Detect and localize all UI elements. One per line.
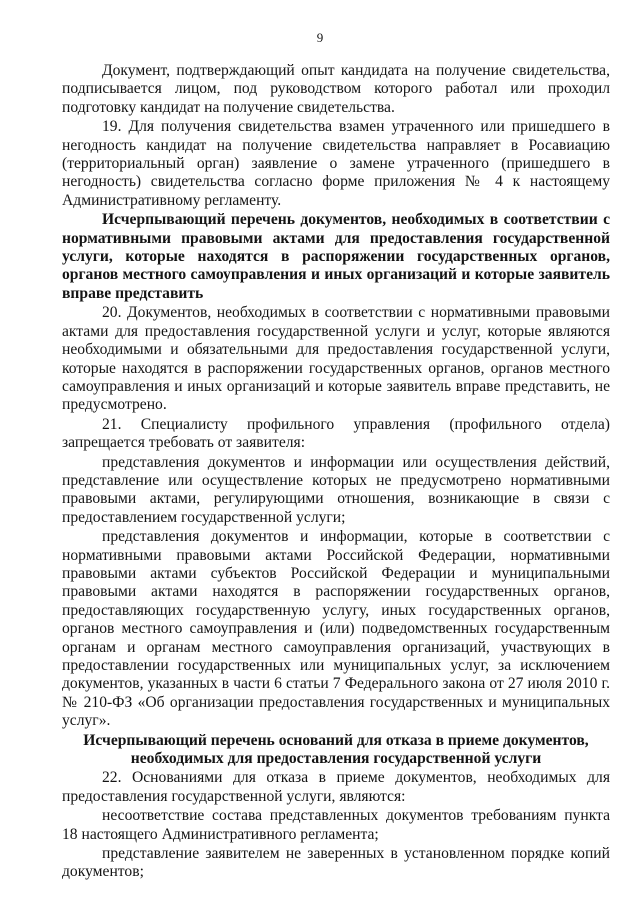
document-body xyxy=(62,62,610,883)
paragraph-21-item-2: представления документов и информации, которые в соответствии с нормативными правовыми актами Российской Федерации, нормативными правовыми актами субъектов Российской Федерации и муниципальными правовыми актами находятся в распоряжении государственных органов, предоставляющих государственную услугу, иных государственных органов, органов местного самоуправления и (или) подведомственных государственным органам и органам местного самоуправления организаций, участвующих в предоставлении государственных или муниципальных услуг, за исключением документов, указанных в части 6 статьи 7 Федерального закона от 27 июля 2010 г. № 210-ФЗ «Об организации предоставления государственных и муниципальных услуг». xyxy=(62,528,610,730)
heading-refusal-grounds: Исчерпывающий перечень оснований для отказа в приеме документов, необходимых для предоставления государственной услуги xyxy=(83,731,589,768)
paragraph-22-item-1: несоответствие состава представленных документов требованиям пункта 18 настоящего Административного регламента; xyxy=(62,807,610,843)
paragraph-20: 20. Документов, необходимых в соответствии с нормативными правовыми актами для предоставления государственной услуги и услуг, которые являются необходимыми и обязательными для предоставления государственной услуги, которые находятся в распоряжении государственных органов, органов местного самоуправления и иных организаций и которые заявитель вправе представить, не предусмотрено. xyxy=(62,304,610,414)
page-number: 9 xyxy=(316,30,324,45)
paragraph-21-item-1: представления документов и информации или осуществления действий, представление или осуществление которых не предусмотрено нормативными правовыми актами, регулирующими отношения, возникающие в связи с предоставлением государственной услуги; xyxy=(62,453,610,526)
paragraph-19: 19. Для получения свидетельства взамен утраченного или пришедшего в негодность кандидат на получение свидетельства направляет в Росавиацию (территориальный орган) заявление о замене утраченного (пришедшего в негодность) свидетельства согласно форме приложения № 4 к настоящему Административному регламенту. xyxy=(62,118,610,209)
paragraph-22: 22. Основаниями для отказа в приеме документов, необходимых для предоставления государственной услуги, являются: xyxy=(62,769,610,805)
paragraph-22-item-2: представление заявителем не заверенных в установленном порядке копий документов; xyxy=(62,845,610,881)
heading-documents-list: Исчерпывающий перечень документов, необходимых в соответствии с нормативными правовыми актами для предоставления государственной услуги, которые находятся в распоряжении государственных органов, органов местного самоуправления и иных организаций и которые заявитель вправе представить xyxy=(62,211,610,302)
paragraph-21: 21. Специалисту профильного управления (профильного отдела) запрещается требовать от заявителя: xyxy=(62,415,610,452)
paragraph-experience-document: Документ, подтверждающий опыт кандидата на получение свидетельства, подписывается лицом, под руководством которого работал или проходил подготовку кандидат на получение свидетельства. xyxy=(62,62,610,116)
